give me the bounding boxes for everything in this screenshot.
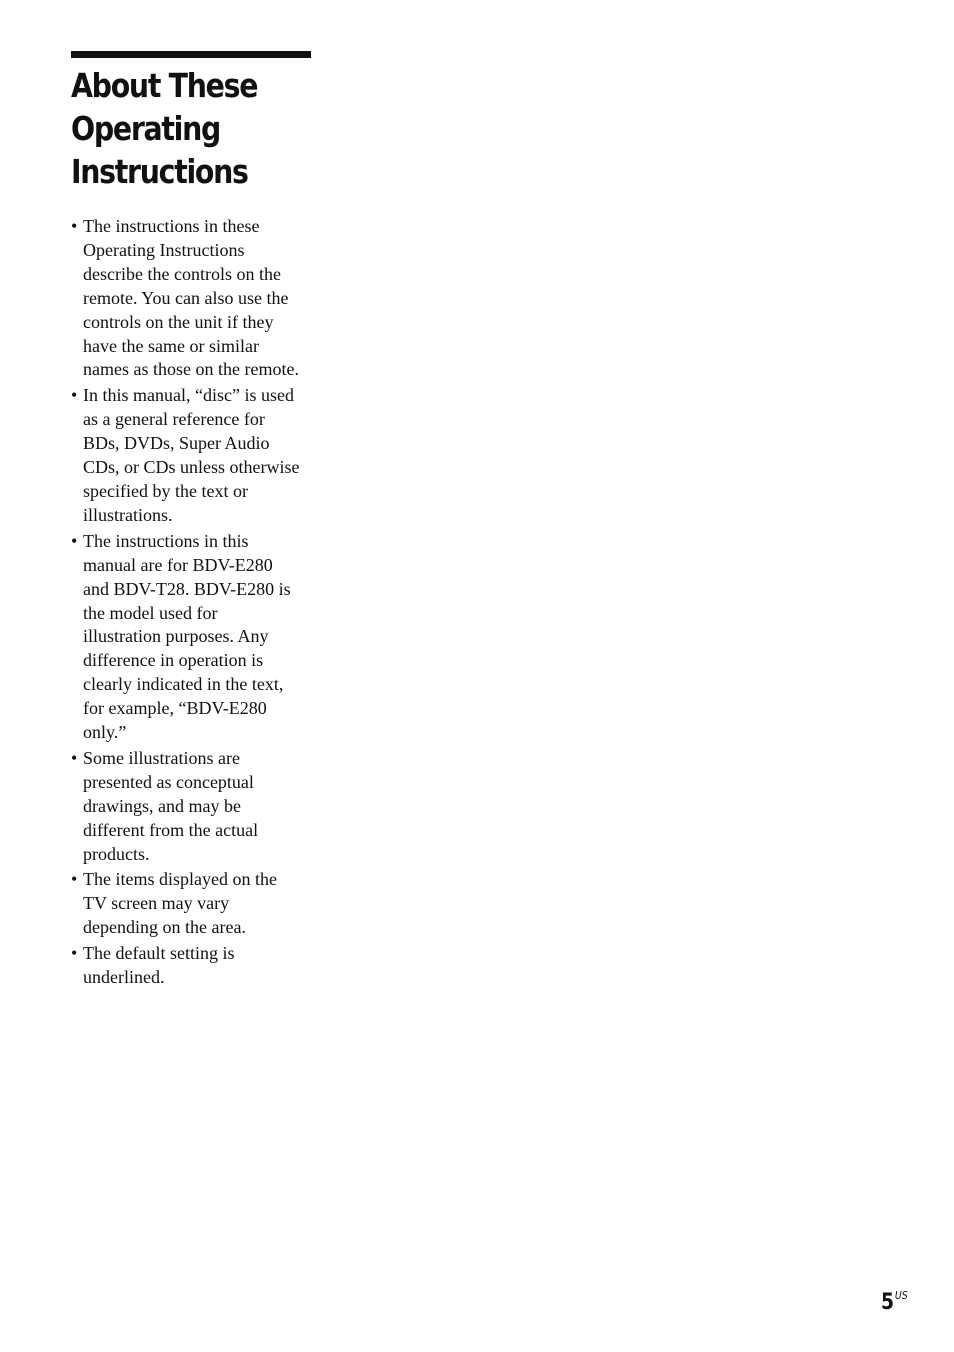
bullet-icon: • [71,385,78,406]
section-title-line: About These [71,66,258,105]
instruction-line: Some illustrations are [83,747,240,768]
instruction-line: controls on the unit if they [83,311,274,332]
instruction-line: presented as conceptual [83,771,254,792]
instruction-line: In this manual, “disc” is used [83,385,294,406]
instruction-list [71,215,313,990]
title-rule [71,51,311,58]
instruction-item [71,530,313,745]
instruction-line: and BDV-T28. BDV-E280 is [83,578,291,599]
instruction-line: the model used for [83,602,218,623]
instruction-line: BDs, DVDs, Super Audio [83,433,270,454]
page-number [881,1281,908,1318]
instruction-line: difference in operation is [83,650,264,671]
instruction-line: as a general reference for [83,409,265,430]
instruction-line: for example, “BDV-E280 [83,698,267,719]
instruction-line: illustration purposes. Any [83,626,269,647]
instruction-line: depending on the area. [83,917,246,938]
bullet-icon: • [71,747,78,768]
instruction-line: clearly indicated in the text, [83,674,284,695]
instruction-line: drawings, and may be [83,795,241,816]
page-number-value: 5 [881,1290,895,1315]
instruction-line: different from the actual [83,819,259,840]
instruction-line: underlined. [83,967,165,988]
instruction-line: Operating Instructions [83,239,245,260]
instruction-item [71,942,313,990]
instruction-line: products. [83,843,150,864]
instruction-line: The instructions in these [83,216,260,236]
instruction-item [71,215,313,382]
instruction-line: specified by the text or [83,480,248,501]
instruction-item [71,384,313,527]
bullet-icon: • [71,869,78,890]
section-title-line: Operating [71,109,221,148]
instruction-line: The default setting is [83,943,235,964]
section-title-line: Instructions [71,152,248,191]
instruction-line: illustrations. [83,504,173,525]
instruction-line: only.” [83,722,127,743]
instruction-line: CDs, or CDs unless otherwise [83,457,300,478]
bullet-icon: • [71,530,78,551]
bullet-icon: • [71,943,78,964]
instruction-line: The items displayed on the [83,869,277,890]
about-instructions-section [71,51,313,992]
section-title [71,64,279,193]
instruction-item [71,747,313,867]
bullet-icon: • [71,216,78,236]
instruction-line: have the same or similar [83,335,259,356]
page-number-suffix: US [894,1289,908,1302]
instruction-item [71,868,313,940]
instruction-line: The instructions in this [83,530,249,551]
instruction-line: manual are for BDV-E280 [83,554,273,575]
instruction-line: remote. You can also use the [83,287,289,308]
instruction-line: describe the controls on the [83,263,281,284]
instruction-line: names as those on the remote. [83,359,299,380]
instruction-line: TV screen may vary [83,893,230,914]
